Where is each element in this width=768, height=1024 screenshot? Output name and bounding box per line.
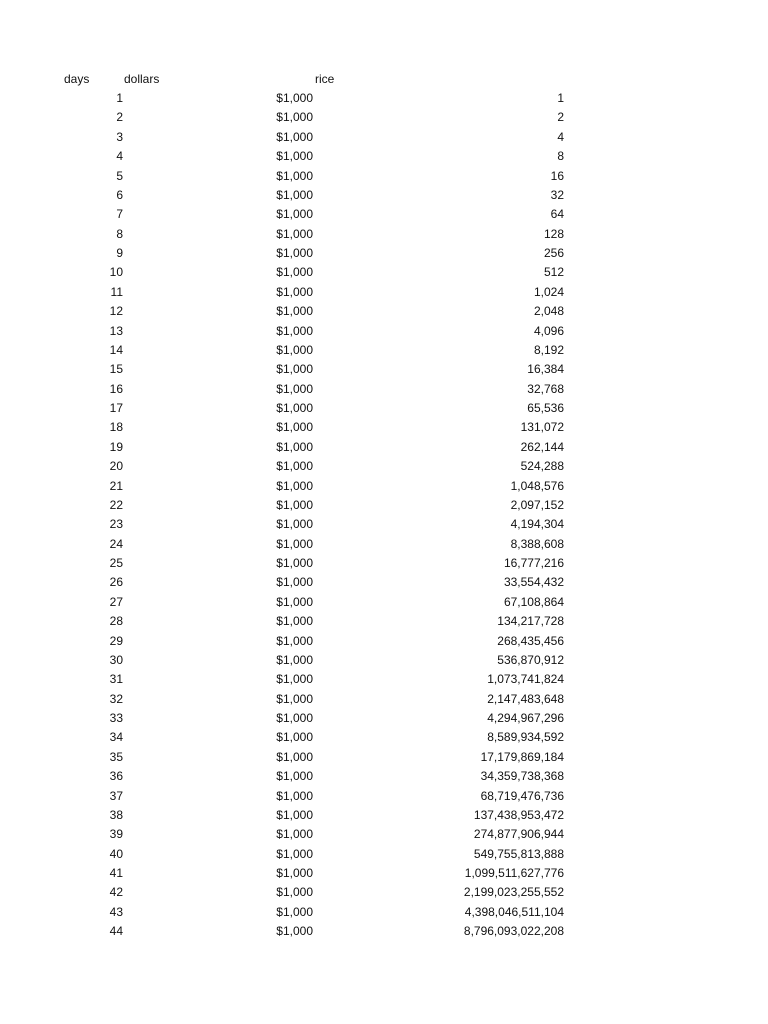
- cell-day: 20: [109, 459, 123, 474]
- cell-dollars: $1,000: [276, 401, 313, 415]
- cell-day: 41: [109, 866, 123, 880]
- cell-day: 43: [109, 904, 123, 919]
- cell-dollars: $1,000: [276, 672, 313, 687]
- cell-dollars: $1,000: [276, 788, 313, 803]
- cell-dollars: $1,000: [276, 652, 313, 667]
- cell-day: 33: [109, 711, 123, 725]
- cell-dollars: $1,000: [276, 846, 313, 861]
- cell-day: 6: [116, 187, 123, 202]
- table-row: [0, 883, 768, 902]
- cell-rice: 65,536: [527, 401, 564, 415]
- table-row: [0, 806, 768, 825]
- cell-dollars: $1,000: [276, 323, 313, 338]
- cell-dollars: $1,000: [276, 594, 313, 609]
- cell-rice: 34,359,738,368: [480, 769, 564, 784]
- table-row: [0, 167, 768, 186]
- cell-rice: 8,796,093,022,208: [463, 924, 564, 939]
- cell-rice: 32: [550, 187, 564, 202]
- cell-day: 19: [109, 439, 123, 454]
- cell-rice: 131,072: [520, 420, 564, 435]
- cell-day: 26: [109, 575, 123, 590]
- cell-day: 34: [109, 730, 123, 745]
- table-row: [0, 477, 768, 496]
- cell-dollars: $1,000: [276, 362, 313, 377]
- cell-rice: 4,398,046,511,104: [464, 904, 564, 919]
- cell-rice: 4,294,967,296: [487, 711, 564, 725]
- table-row: [0, 554, 768, 573]
- cell-rice: 32,768: [527, 381, 564, 396]
- cell-day: 12: [109, 304, 123, 319]
- table-row: [0, 302, 768, 321]
- table-row: [0, 496, 768, 515]
- cell-rice: 1,048,576: [510, 478, 564, 493]
- cell-dollars: $1,000: [276, 749, 313, 764]
- cell-rice: 524,288: [520, 459, 564, 474]
- cell-dollars: $1,000: [276, 110, 313, 125]
- cell-dollars: $1,000: [276, 342, 313, 357]
- cell-dollars: $1,000: [276, 556, 313, 570]
- cell-dollars: $1,000: [276, 459, 313, 474]
- cell-day: 16: [109, 381, 123, 396]
- cell-day: 3: [116, 129, 123, 144]
- cell-rice: 134,217,728: [497, 614, 564, 629]
- cell-rice: 2,147,483,648: [487, 691, 564, 706]
- cell-dollars: $1,000: [276, 226, 313, 241]
- data-rows: [0, 89, 768, 942]
- table-row: [0, 767, 768, 786]
- table-row: [0, 360, 768, 379]
- cell-dollars: $1,000: [276, 807, 313, 822]
- cell-day: 17: [109, 401, 123, 415]
- cell-rice: 549,755,813,888: [473, 846, 564, 861]
- table-row: [0, 186, 768, 205]
- table-row: [0, 728, 768, 747]
- cell-rice: 8,192: [533, 342, 564, 357]
- cell-dollars: $1,000: [276, 478, 313, 493]
- cell-day: 36: [109, 769, 123, 784]
- cell-dollars: $1,000: [276, 769, 313, 784]
- table-row: [0, 322, 768, 341]
- cell-rice: 33,554,432: [503, 575, 564, 590]
- cell-day: 29: [109, 633, 123, 648]
- cell-dollars: $1,000: [276, 439, 313, 454]
- cell-day: 15: [109, 362, 123, 377]
- cell-rice: 2,097,152: [510, 497, 564, 512]
- table-row: [0, 632, 768, 651]
- cell-day: 32: [109, 691, 123, 706]
- cell-day: 37: [109, 788, 123, 803]
- table-row: [0, 612, 768, 631]
- cell-dollars: $1,000: [276, 149, 313, 164]
- cell-day: 40: [109, 846, 123, 861]
- cell-dollars: $1,000: [276, 866, 313, 880]
- table-row: [0, 225, 768, 244]
- cell-rice: 2,048: [533, 304, 564, 319]
- table-row: [0, 380, 768, 399]
- header-row: [0, 70, 768, 89]
- cell-dollars: $1,000: [276, 129, 313, 144]
- cell-rice: 128: [543, 226, 564, 241]
- table-row: [0, 515, 768, 534]
- cell-dollars: $1,000: [276, 187, 313, 202]
- cell-rice: 64: [550, 207, 564, 222]
- cell-dollars: $1,000: [276, 633, 313, 648]
- cell-dollars: $1,000: [276, 168, 313, 183]
- cell-day: 8: [116, 226, 123, 241]
- cell-day: 31: [109, 672, 123, 687]
- cell-rice: 256: [543, 246, 564, 260]
- cell-rice: 1: [557, 91, 564, 105]
- table-row: [0, 535, 768, 554]
- spreadsheet: [0, 70, 768, 942]
- table-row: [0, 263, 768, 282]
- table-row: [0, 573, 768, 592]
- table-row: [0, 128, 768, 147]
- cell-dollars: $1,000: [276, 711, 313, 725]
- cell-day: 22: [109, 497, 123, 512]
- cell-rice: 512: [543, 265, 564, 280]
- cell-rice: 8,388,608: [510, 536, 564, 551]
- header-days: days: [64, 72, 90, 86]
- cell-dollars: $1,000: [276, 575, 313, 590]
- cell-rice: 8,589,934,592: [487, 730, 564, 745]
- cell-rice: 16: [550, 168, 564, 183]
- cell-day: 10: [109, 265, 123, 280]
- cell-rice: 536,870,912: [497, 652, 564, 667]
- cell-day: 1: [116, 91, 123, 105]
- table-row: [0, 670, 768, 689]
- cell-rice: 16,384: [527, 362, 564, 377]
- table-row: [0, 845, 768, 864]
- cell-day: 18: [109, 420, 123, 435]
- cell-rice: 4,096: [533, 323, 564, 338]
- table-row: [0, 399, 768, 418]
- cell-day: 5: [116, 168, 123, 183]
- cell-rice: 268,435,456: [497, 633, 564, 648]
- cell-dollars: $1,000: [276, 614, 313, 629]
- cell-dollars: $1,000: [276, 207, 313, 222]
- cell-dollars: $1,000: [276, 536, 313, 551]
- table-row: [0, 108, 768, 127]
- header-rice: rice: [315, 72, 335, 86]
- cell-day: 38: [109, 807, 123, 822]
- cell-rice: 67,108,864: [503, 594, 564, 609]
- cell-rice: 68,719,476,736: [480, 788, 564, 803]
- cell-rice: 2,199,023,255,552: [463, 885, 564, 900]
- cell-day: 25: [109, 556, 123, 570]
- cell-day: 13: [109, 323, 123, 338]
- table-row: [0, 922, 768, 941]
- table-row: [0, 89, 768, 108]
- table-row: [0, 748, 768, 767]
- cell-rice: 17,179,869,184: [480, 749, 564, 764]
- table-row: [0, 457, 768, 476]
- cell-dollars: $1,000: [276, 691, 313, 706]
- cell-dollars: $1,000: [276, 420, 313, 435]
- table-row: [0, 147, 768, 166]
- cell-day: 28: [109, 614, 123, 629]
- cell-rice: 16,777,216: [503, 556, 564, 570]
- cell-day: 7: [116, 207, 123, 222]
- table-row: [0, 903, 768, 922]
- table-row: [0, 864, 768, 883]
- cell-day: 44: [109, 924, 123, 939]
- table-row: [0, 651, 768, 670]
- table-row: [0, 690, 768, 709]
- cell-rice: 4,194,304: [510, 517, 564, 532]
- table-row: [0, 438, 768, 457]
- header-dollars: dollars: [124, 72, 160, 86]
- cell-dollars: $1,000: [276, 265, 313, 280]
- table-row: [0, 593, 768, 612]
- table-row: [0, 205, 768, 224]
- cell-dollars: $1,000: [276, 497, 313, 512]
- cell-day: 27: [109, 594, 123, 609]
- cell-dollars: $1,000: [276, 904, 313, 919]
- cell-rice: 4: [557, 129, 564, 144]
- table-row: [0, 341, 768, 360]
- cell-rice: 1,073,741,824: [487, 672, 564, 687]
- table-row: [0, 283, 768, 302]
- cell-rice: 274,877,906,944: [473, 827, 564, 842]
- cell-dollars: $1,000: [276, 91, 313, 105]
- cell-rice: 262,144: [520, 439, 564, 454]
- cell-dollars: $1,000: [276, 304, 313, 319]
- cell-dollars: $1,000: [276, 827, 313, 842]
- cell-rice: 1,024: [533, 284, 564, 299]
- cell-dollars: $1,000: [276, 381, 313, 396]
- cell-rice: 1,099,511,627,776: [464, 866, 564, 880]
- cell-day: 23: [109, 517, 123, 532]
- cell-rice: 137,438,953,472: [473, 807, 564, 822]
- cell-day: 9: [116, 246, 123, 260]
- table-row: [0, 787, 768, 806]
- table-row: [0, 825, 768, 844]
- cell-day: 4: [116, 149, 123, 164]
- cell-day: 35: [109, 749, 123, 764]
- cell-day: 21: [109, 478, 123, 493]
- cell-day: 30: [109, 652, 123, 667]
- table-row: [0, 709, 768, 728]
- cell-day: 11: [110, 284, 123, 299]
- cell-dollars: $1,000: [276, 730, 313, 745]
- cell-dollars: $1,000: [276, 924, 313, 939]
- table-row: [0, 418, 768, 437]
- cell-day: 24: [109, 536, 123, 551]
- cell-day: 14: [109, 342, 123, 357]
- cell-day: 39: [109, 827, 123, 842]
- cell-day: 2: [116, 110, 123, 125]
- cell-dollars: $1,000: [276, 885, 313, 900]
- table-row: [0, 244, 768, 263]
- cell-dollars: $1,000: [276, 246, 313, 260]
- cell-rice: 8: [557, 149, 564, 164]
- cell-dollars: $1,000: [276, 284, 313, 299]
- cell-dollars: $1,000: [276, 517, 313, 532]
- cell-day: 42: [109, 885, 123, 900]
- cell-rice: 2: [557, 110, 564, 125]
